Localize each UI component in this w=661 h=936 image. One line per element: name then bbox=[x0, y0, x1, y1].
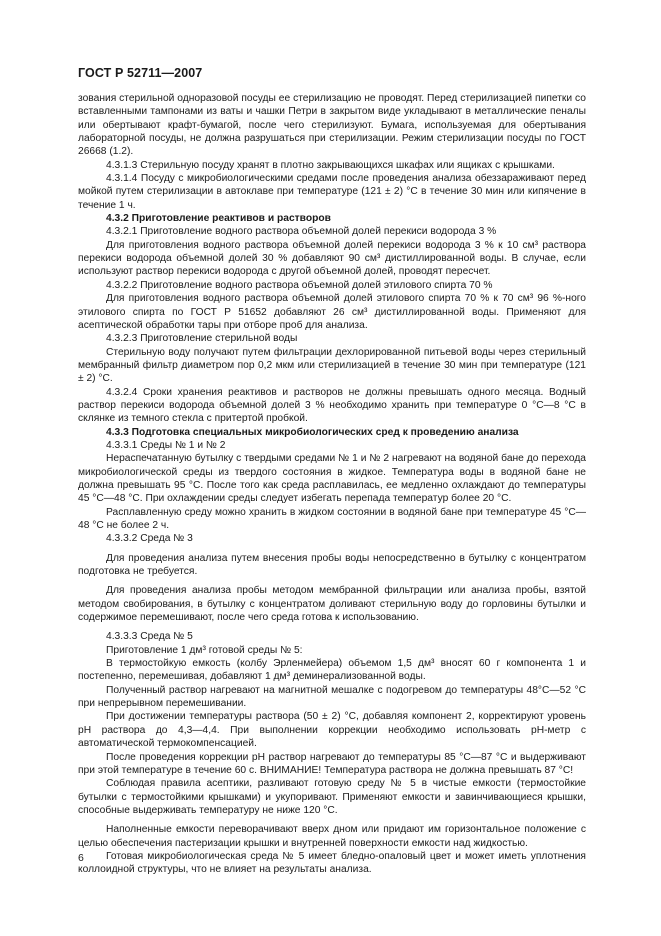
subsection-heading: 4.3.2.3 Приготовление стерильной воды bbox=[106, 333, 298, 345]
subsection-heading: 4.3.3.2 Среда № 3 bbox=[106, 533, 193, 545]
paragraph: Приготовление 1 дм³ готовой среды № 5: bbox=[106, 644, 303, 656]
paragraph: Для приготовления водного раствора объемной долей перекиси водорода 3 % к 10 см³ раствора перекиси водорода объемной долей 30 % добавляют 90 см³ дистиллированной воды. В случае, если используют раствор перекиси водорода с другой объемной долей, проводят пересчет. bbox=[78, 239, 586, 278]
paragraph: Наполненные емкости переворачивают вверх дном или придают им горизонтальное положение с целью обеспечения пастеризации крышки и внутренней поверхности емкости над жидкостью. bbox=[78, 824, 586, 849]
section-heading: 4.3.2 Приготовление реактивов и растворов bbox=[106, 213, 331, 225]
paragraph: После проведения коррекции рН раствор нагревают до температуры 85 °С—87 °С и выдерживают при этой температуре в течение 60 с. ВНИМАНИЕ! Температура раствора не должна превышать 87 °С! bbox=[78, 751, 586, 776]
subsection-heading: 4.3.2.2 Приготовление водного раствора объемной долей этилового спирта 70 % bbox=[106, 279, 493, 291]
paragraph: Для проведения анализа путем внесения пробы воды непосредственно в бутылку с концентратом подготовка не требуется. bbox=[78, 552, 586, 578]
document-header: ГОСТ Р 52711—2007 bbox=[78, 66, 203, 80]
paragraph: зования стерильной одноразовой посуды ее стерилизацию не проводят. Перед стерилизацией пипетки со вставленными тампонами из ваты и чашки Петри в закрытом виде укладывают в металлические пеналы или обертывают крафт-бумагой, после чего стерилизуют. Бумага, используемая для обертывания лабораторной посуды, не должна разрушаться при стерилизации. Режим стерилизации посуды по ГОСТ 26668 (1.2). bbox=[78, 93, 586, 158]
page-number: 6 bbox=[78, 852, 84, 864]
paragraph: Расплавленную среду можно хранить в жидком состоянии в водяной бане при температуре 45 °С—48 °С не более 2 ч. bbox=[78, 506, 586, 531]
subsection-heading: 4.3.3.1 Среды № 1 и № 2 bbox=[106, 439, 226, 451]
paragraph: Полученный раствор нагревают на магнитной мешалке с подогревом до температуры 48°С—52 °С при непрерывном перемешивании. bbox=[78, 684, 586, 710]
paragraph: 4.3.2.4 Сроки хранения реактивов и растворов не должны превышать одного месяца. Водный раствор перекиси водорода объемной долей 3 % необходимо хранить при температуре 0 °С—8 °С в склянке из темного стекла с притертой пробкой. bbox=[78, 386, 586, 425]
paragraph: 4.3.1.3 Стерильную посуду хранят в плотно закрывающихся шкафах или ящиках с крышками. bbox=[106, 159, 555, 171]
paragraph: Нераспечатанную бутылку с твердыми средами № 1 и № 2 нагревают на водяной бане до перехода микробиологической среды из твердого состояния в жидкое. Температура воды в водяной бане не должна превышать 95 °С. После того как среда расплавилась, ее медленно охлаждают до температуры 45 °С—48 °С. При охлаждении среды следует избегать перепада температур более 20 °С. bbox=[78, 453, 586, 505]
paragraph: Стерильную воду получают путем фильтрации дехлорированной питьевой воды через стерильный мембранный фильтр диаметром пор 0,2 мкм или стерилизацией в течение 30 мин при температуре (121 ± 2) °С. bbox=[78, 346, 586, 385]
paragraph: Для приготовления водного раствора объемной долей этилового спирта 70 % к 70 см³ 96 %-ного этилового спирта по ГОСТ Р 51652 добавляют 26 см³ дистиллированной воды. Применяют для асептической обработки тары при отборе проб для анализа. bbox=[78, 293, 586, 331]
section-heading: 4.3.3 Подготовка специальных микробиологических сред к проведению анализа bbox=[106, 426, 519, 438]
paragraph: 4.3.1.4 Посуду с микробиологическими средами после проведения анализа обеззараживают перед мойкой путем стерилизации в автоклаве при температуре (121 ± 2) °С в течение 30 мин или кипячение в течение 1 ч. bbox=[78, 173, 586, 211]
paragraph: При достижении температуры раствора (50 ± 2) °С, добавляя компонент 2, корректируют уровень рН раствора до 4,3—4,4. При выполнении коррекции необходимо использовать рН-метр с автоматической термокомпенсацией. bbox=[78, 711, 586, 750]
paragraph: Соблюдая правила асептики, разливают готовую среду № 5 в чистые емкости (термостойкие бутылки с термостойкими крышками) и укупоривают. Применяют емкости и завинчивающиеся крышки, способные выдерживать температуру не ниже 120 °С. bbox=[78, 778, 586, 816]
document-body bbox=[78, 92, 586, 877]
subsection-heading: 4.3.2.1 Приготовление водного раствора объемной долей перекиси водорода 3 % bbox=[106, 226, 497, 238]
subsection-heading: 4.3.3.3 Среда № 5 bbox=[106, 631, 193, 643]
paragraph: Готовая микробиологическая среда № 5 имеет бледно-опаловый цвет и может иметь уплотнения коллоидной структуры, что не влияет на результаты анализа. bbox=[78, 850, 586, 876]
paragraph: Для проведения анализа пробы методом мембранной фильтрации или анализа пробы, взятой методом свобирования, в бутылку с концентратом доливают стерильную воду до горловины бутылки и содержимое перемешивают, после чего среда готова к использованию. bbox=[78, 585, 586, 624]
paragraph: В термостойкую емкость (колбу Эрленмейера) объемом 1,5 дм³ вносят 60 г компонента 1 и постепенно, перемешивая, добавляют 1 дм³ деминерализованной воды. bbox=[78, 658, 586, 683]
